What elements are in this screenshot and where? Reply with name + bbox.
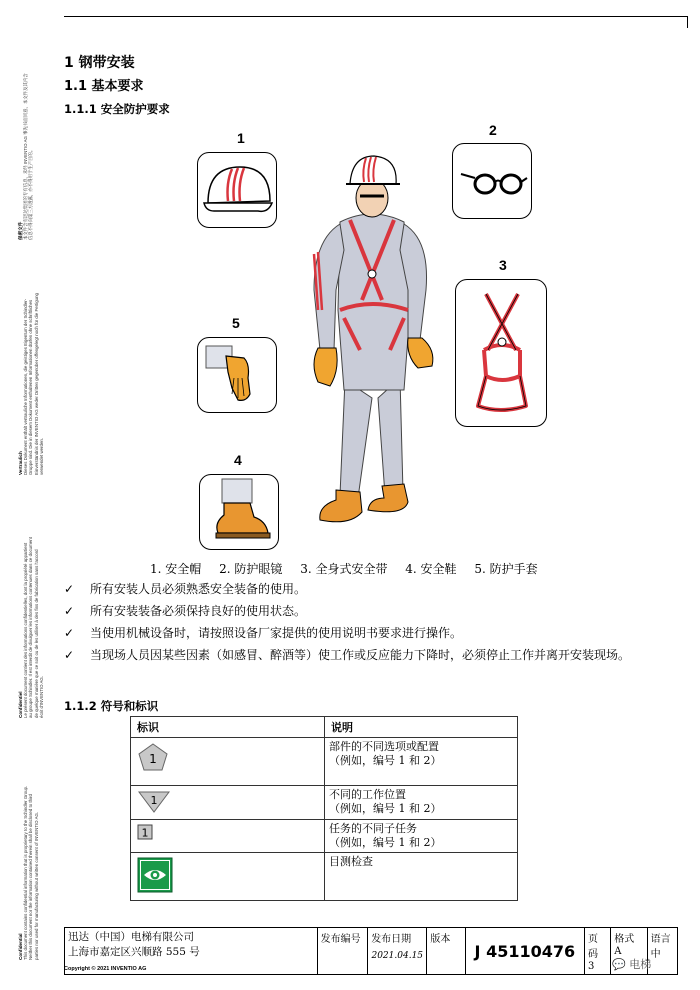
copyright-notice: Copyright © 2021 INVENTIO AG <box>64 966 147 972</box>
caption-shoes: 4. 安全鞋 <box>405 562 457 576</box>
table-row <box>131 853 518 901</box>
figure-label-5: 5 <box>232 315 240 331</box>
page-top-rule <box>64 16 688 17</box>
company-name: 迅达（中国）电梯有限公司 <box>68 931 194 943</box>
helmet-icon <box>198 153 277 228</box>
section-heading-1: 1 钢带安装 <box>64 55 135 71</box>
table-row <box>131 820 518 853</box>
chat-bubble-icon: 💬 <box>612 958 626 971</box>
company-address: 上海市嘉定区兴顺路 555 号 <box>68 946 200 958</box>
symbol-desc: 部件的不同选项或配置 <box>329 740 439 753</box>
caption-harness: 3. 全身式安全带 <box>300 562 388 576</box>
side-note-fr: Confidentiel Le présent document contient des informations confidentielles, dont la propriété appartient au groupe Schindler. Il est interdit de divulguer les informations contenues dans ce document de quelque manière que ce soit ou de les utiliser à des fins de fabrication sans l'accord écrit d'INVENTIO AG. <box>18 537 44 718</box>
side-note-de: Vertraulich Dieses Dokument enthält vertrauliche Informationen, die geistiges Eigentum der Schindler- Gruppe sind. Die in diesem Dokument enthaltenen Informationen dürfen ohne schriftliches Einverständnis der INVENTIO AG weder Dritten gegenüber offengelegt noch für die Fertigung verwendet werden. <box>18 293 44 475</box>
svg-text:1: 1 <box>150 794 158 807</box>
document-number: J 45110476 <box>465 928 584 975</box>
format-label: 格式 <box>614 934 635 945</box>
header-symbol: 标识 <box>131 717 325 738</box>
list-item: ✓ 所有安装人员必须熟悉安全装备的使用。 <box>64 578 674 600</box>
triangle-number-icon <box>137 790 171 814</box>
format-value: A <box>614 946 622 957</box>
figure-label-4: 4 <box>234 452 242 468</box>
pentagon-number-icon <box>137 742 169 772</box>
table-row <box>131 786 518 820</box>
glove-icon <box>198 338 277 413</box>
caption-gloves: 5. 防护手套 <box>474 562 538 576</box>
check-icon: ✓ <box>64 604 75 618</box>
symbol-example: （例如，编号 1 和 2） <box>329 836 442 849</box>
figure-label-1: 1 <box>237 130 245 146</box>
page-number: 3 <box>587 961 595 972</box>
document-footer <box>64 927 678 975</box>
section-heading-1-1: 1.1 基本要求 <box>64 79 144 94</box>
goggles-icon <box>453 144 532 219</box>
figure-label-3: 3 <box>499 257 507 273</box>
svg-text:1: 1 <box>149 752 157 766</box>
page-label: 页码 <box>587 934 598 960</box>
list-item: ✓ 当使用机械设备时，请按照设备厂家提供的使用说明书要求进行操作。 <box>64 622 674 644</box>
side-note-en: Confidential This document contains confidential information that is proprietary to the Schindler Group. Neither this document nor the information contained therein shall be disclosed to third parties nor used for manufacturing without written consent of INVENTIO AG. <box>18 785 39 960</box>
boot-box <box>199 474 279 550</box>
symbols-table <box>130 716 518 901</box>
figure-caption <box>150 560 552 577</box>
list-item: ✓ 所有安装装备必须保持良好的使用状态。 <box>64 600 674 622</box>
square-number-icon <box>137 824 153 840</box>
safety-bullet-list <box>64 578 674 666</box>
gloves-box <box>197 337 277 413</box>
header-description: 说明 <box>325 717 518 738</box>
caption-helmet: 1. 安全帽 <box>150 562 202 576</box>
check-icon: ✓ <box>64 626 75 640</box>
symbol-desc: 目测检查 <box>329 855 373 868</box>
table-header-row <box>131 717 518 738</box>
watermark: 💬 电梯 <box>612 958 652 971</box>
harness-box <box>455 279 547 427</box>
symbol-example: （例如，编号 1 和 2） <box>329 754 442 767</box>
section-heading-1-1-1: 1.1.1 安全防护要求 <box>64 102 170 116</box>
language-label: 语言 <box>650 934 671 945</box>
table-row <box>131 738 518 786</box>
worker-figure <box>300 150 450 535</box>
figure-label-2: 2 <box>489 122 497 138</box>
check-icon: ✓ <box>64 582 75 596</box>
caption-goggles: 2. 防护眼镜 <box>219 562 283 576</box>
check-icon: ✓ <box>64 648 75 662</box>
issue-date-label: 发布日期 <box>371 934 412 945</box>
symbol-desc: 不同的工作位置 <box>329 788 406 801</box>
version-label: 版本 <box>430 934 451 945</box>
issue-date: 2021.04.15 <box>371 951 424 961</box>
safety-shoe-icon <box>200 475 279 550</box>
list-item: ✓ 当现场人员因某些因素（如感冒、醉酒等）使工作或反应能力下降时，必须停止工作并离开安装现场。 <box>64 644 674 666</box>
language-value: 中 <box>650 949 661 960</box>
symbol-desc: 任务的不同子任务 <box>329 822 417 835</box>
helmet-box <box>197 152 277 228</box>
issue-number-label: 发布编号 <box>320 934 361 945</box>
side-note-cn: 保密文件 本文件含有迅达集团的专有信息，未经 INVENTIO AG 事先书面同意，本文件及其内含 信息不得向第三方透露，亦不得用于生产目的。 <box>18 73 34 240</box>
harness-icon <box>456 280 547 427</box>
goggles-box <box>452 143 532 219</box>
section-heading-1-1-2: 1.1.2 符号和标识 <box>64 699 159 713</box>
page-corner-tick <box>687 16 689 28</box>
svg-text:1: 1 <box>141 826 149 840</box>
symbol-example: （例如，编号 1 和 2） <box>329 802 442 815</box>
eye-inspection-icon <box>137 857 173 893</box>
